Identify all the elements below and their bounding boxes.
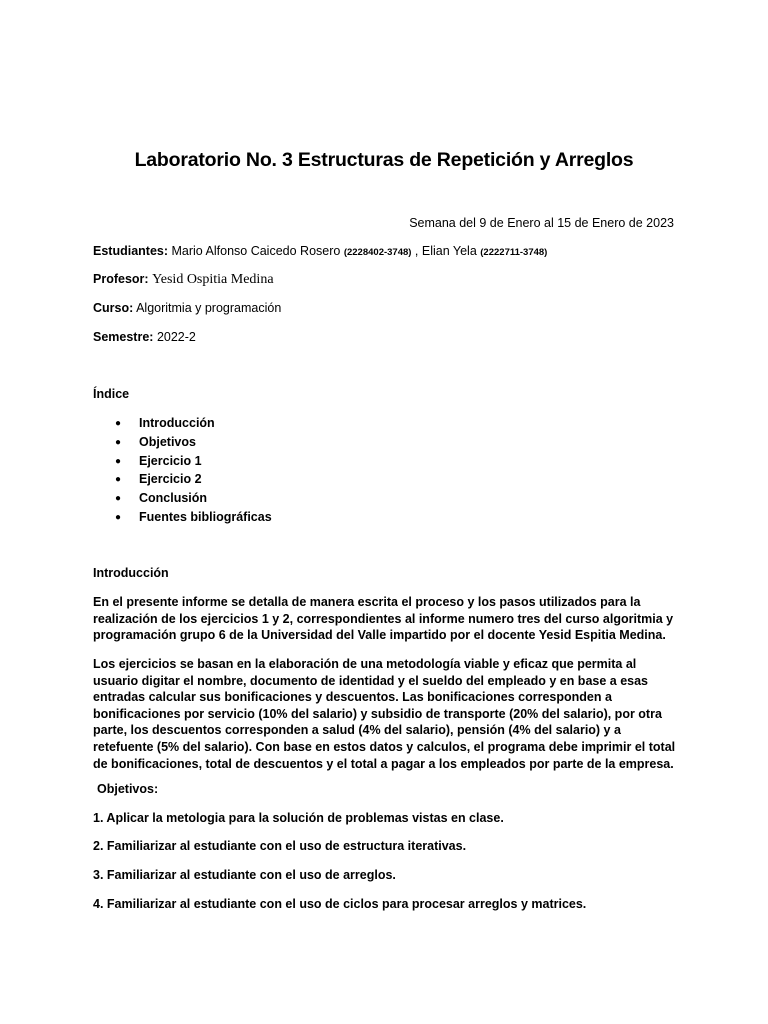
professor-line (93, 272, 274, 288)
introduction-heading: Introducción (93, 566, 169, 580)
objective-item: 4. Familiarizar al estudiante con el uso de ciclos para procesar arreglos y matrices. (93, 897, 587, 911)
semester-value: 2022-2 (156, 330, 196, 344)
course-value: Algoritmia y programación (136, 301, 282, 315)
student-code-2: (2222711-3748) (480, 247, 548, 258)
index-item: ● Ejercicio 1 (115, 453, 202, 468)
bullet-icon: ● (115, 511, 122, 523)
student-code-1: (2228402-3748) (343, 247, 412, 258)
index-item: ● Objetivos (115, 434, 196, 449)
semester-line (93, 330, 196, 344)
bullet-icon: ● (115, 493, 122, 505)
semester-label: Semestre: (93, 330, 154, 344)
students-label: Estudiantes: (93, 244, 169, 258)
index-item: ● Conclusión (115, 491, 208, 506)
bullet-icon: ● (115, 474, 122, 486)
objective-item: 1. Aplicar la metologia para la solución de problemas vistas en clase. (93, 811, 504, 825)
student-name-1: Mario Alfonso Caicedo Rosero (171, 244, 341, 258)
index-item: ● Introducción (115, 416, 215, 430)
index-item: ● Ejercicio 2 (115, 472, 202, 487)
professor-label: Profesor: (93, 272, 149, 286)
bullet-icon: ● (115, 436, 122, 448)
introduction-paragraph-2: Los ejercicios se basan en la elaboración de una metodología viable y eficaz que permita al usuario digitar el nombre, documento de identidad y el sueldo del empleado y en base a esas entradas calcular sus bonificaciones y descuentos. Las bonificaciones corresponden a bonificaciones por servicio (10% del salario) y subsidio de transporte (20% del salario), por otra parte, los descuentos corresponden a salud (4% del salario), pensión (4% del salario) y a retefuente (5% del salario). Con base en estos datos y calculos, el programa debe imprimir el total de bonificaciones, total de descuentos y el total a pagar a los empleados por parte de la empresa. (93, 657, 676, 771)
objectives-heading: Objetivos: (97, 782, 159, 796)
bullet-icon: ● (115, 418, 122, 429)
students-line (93, 244, 547, 258)
introduction-paragraph-1: En el presente informe se detalla de manera escrita el proceso y los pasos utilizados para la realización de los ejercicios 1 y 2, correspondientes al informe numero tres del curso algoritmia y programación grupo 6 de la Universidad del Valle impartido por el docente Yesid Espitia Medina. (93, 595, 674, 643)
student-name-2: , Elian Yela (414, 244, 477, 258)
document-title: Laboratorio No. 3 Estructuras de Repetición y Arreglos (134, 149, 634, 171)
objective-item: 3. Familiarizar al estudiante con el uso de arreglos. (93, 868, 396, 882)
index-item: ● Fuentes bibliográficas (115, 509, 272, 524)
date-range: Semana del 9 de Enero al 15 de Enero de 2023 (409, 216, 674, 230)
index-heading: Índice (93, 387, 130, 401)
objective-item: 2. Familiarizar al estudiante con el uso de estructura iterativas. (93, 839, 467, 853)
professor-name: Yesid Ospitia Medina (152, 272, 274, 287)
course-label: Curso: (93, 301, 134, 315)
index-list (115, 416, 272, 529)
course-line (93, 301, 281, 315)
bullet-icon: ● (115, 455, 122, 467)
